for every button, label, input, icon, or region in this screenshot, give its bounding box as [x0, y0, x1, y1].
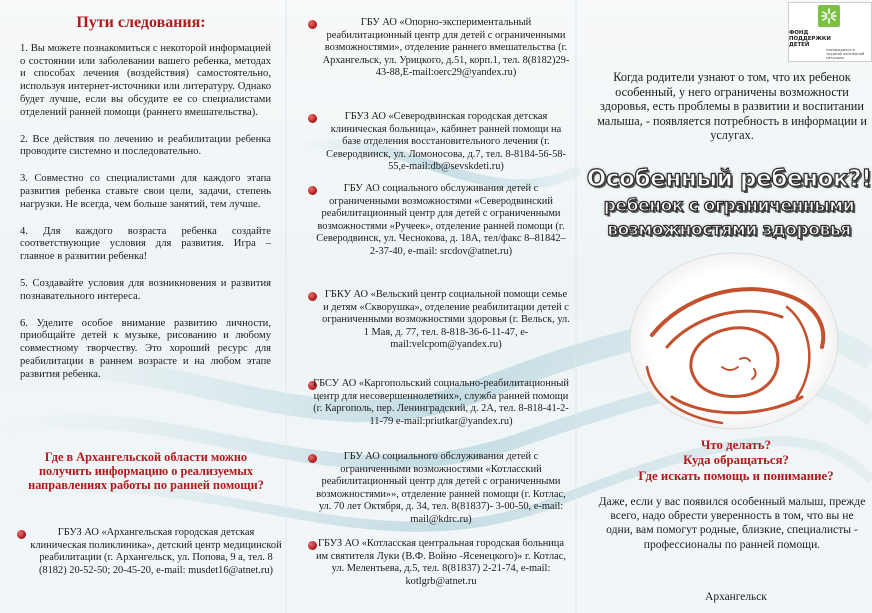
question-2: Куда обращаться? — [683, 453, 789, 468]
advice-item-3: 3. Совместно со специалистами для каждого этапа развития ребенка ставьте свои цели, задачи, степень нагрузки. Не всегда, чем больше занятий, тем лучше. — [20, 173, 271, 210]
org-item-6: ГБУ АО социального обслуживания детей с ограниченными возможностями «Котласский реабилитационный центр для детей с ограниченными возможностями»», отделение ранней помощи (г. Котлас, ул. 70 лет Октября, д. 34, тел. 8(81837)- 3-00-50, e-mail: mail@kdrc.ru) — [316, 451, 566, 525]
advice-item-5: 5. Создавайте условия для возникновения и развития познавательного интереса. — [20, 278, 271, 302]
org-item-3: ГБУ АО социального обслуживания детей с ограниченными возможностями «Северодвинский реабилитационный центр для детей с ограниченными возможностями «Ручеек», отделение ранней помощи (г. Северодвинск, ул. Чеснокова, д. 18А, тел/факс 8–81842–2-37-40, e-mail: srcdov@atnet.ru) — [316, 183, 566, 257]
city-label: Архангельск — [705, 591, 767, 603]
left-subtitle: Где в Архангельской области можно получить информацию о реализуемых направлениях работы по ранней помощи? — [28, 450, 264, 493]
org-item-left: ГБУЗ АО «Архангельская городская детская клиническая поликлиника», детский центр медицинской реабилитации (г. Архангельск, ул. Попова, 9 а, тел. 8 (8182) 20-52-50; 20-45-20, e-mail: musdet16@atnet.ru) — [30, 527, 282, 576]
headline-main: Особенный ребенок?! — [586, 166, 872, 192]
org-item-1: ГБУ АО «Опорно-экспериментальный реабилитационный центр для детей с ограниченными возможностями», отделение раннего вмешательства (г. Архангельск, ул. Урицкого, д.51, корп.1, тел. 8(8182)29-43-88,E-mail:oerc29@yandex.ru) — [322, 17, 570, 78]
question-3: Где искать помощь и понимание? — [638, 468, 834, 483]
intro-text: Когда родители узнают о том, что их ребенок особенный, у него ограничены возможности здоровья, есть проблемы в развитии и воспитании малыша, - появляется потребность в информации и услугах. — [597, 70, 867, 143]
middle-panel — [292, 0, 570, 613]
advice-item-2: 2. Все действия по лечению и реабилитации ребенка проводите системно и последовательно. — [20, 133, 271, 158]
org-item-5: ГБСУ АО «Каргопольский социально-реабилитационный центр для несовершеннолетних», служба ранней помощи (г. Каргополь, пер. Ленинградский, д. 2А, тел. 8-818-41-2-11-79 e-mail:priutkar@yandex.ru) — [313, 378, 569, 427]
logo-subtext: находящихся в трудной жизненной ситуации — [826, 48, 865, 60]
org-item-2: ГБУЗ АО «Северодвинская городская детская клиническая больница», кабинет ранней помощи на базе отделения восстановительного лечения (г. Северодвинск, ул. Ломоносова, д.7, тел. 8-8184-56-58-55,e-mail:db@sevskdeti.ru) — [326, 111, 566, 172]
left-title: Пути следования: — [76, 14, 206, 31]
org-item-4: ГБКУ АО «Вельский центр социальной помощи семье и детям «Скворушка», отделение реабилитации детей с ограниченными возможностями здоровья (г. Вельск, ул. 1 Мая, д. 77, тел. 8-818-36-6-11-47, e-mail:velcpom@yandex.ru) — [322, 289, 570, 350]
support-text: Даже, если у вас появился особенный малыш, прежде всего, надо обрести уверенность в том, что вы не одни, вам помогут родные, близкие, специалисты - профессионалы по ранней помощи. — [598, 495, 866, 551]
question-1: Что делать? — [701, 438, 771, 452]
advice-item-4: 4. Для каждого возраста ребенка создайте соответствующие условия для развития. Игра – главное в развитии ребенка! — [20, 225, 271, 263]
baby-illustration — [612, 247, 862, 433]
headline-sub-1: ребенок с ограниченными — [603, 196, 855, 216]
left-panel — [0, 0, 282, 613]
org-item-7: ГБУЗ АО «Котласская центральная городская больница им святителя Луки (В.Ф. Войно -Ясенецкого)» г. Котлас, ул. Мелентьева, д.5, тел. 8(81837) 2-21-74, e-mail: kotlgrb@atnet.ru — [315, 538, 567, 587]
headline-sub-2: возможностями здоровья — [607, 220, 851, 240]
advice-item-1: 1. Вы можете познакомиться с некоторой информацией о состоянии или заболевании вашего ребенка, методах и способах лечения (воздействия) самостоятельно, используя интернет-источники или литературу. Однако будет лучше, если вы обсудите ее со специалистами отделений ранней помощи (раннего вмешательства). — [20, 43, 271, 118]
logo-text: ФОНД ПОДДЕРЖКИ ДЕТЕЙ — [789, 30, 831, 48]
advice-item-6: 6. Уделите особое внимание развитию личности, приобщайте детей к музыке, рисованию и любому совместному творчеству. Это хороший ресурс для реабилитации в раннем возрасте и на любом этапе развития ребенка. — [20, 317, 271, 380]
